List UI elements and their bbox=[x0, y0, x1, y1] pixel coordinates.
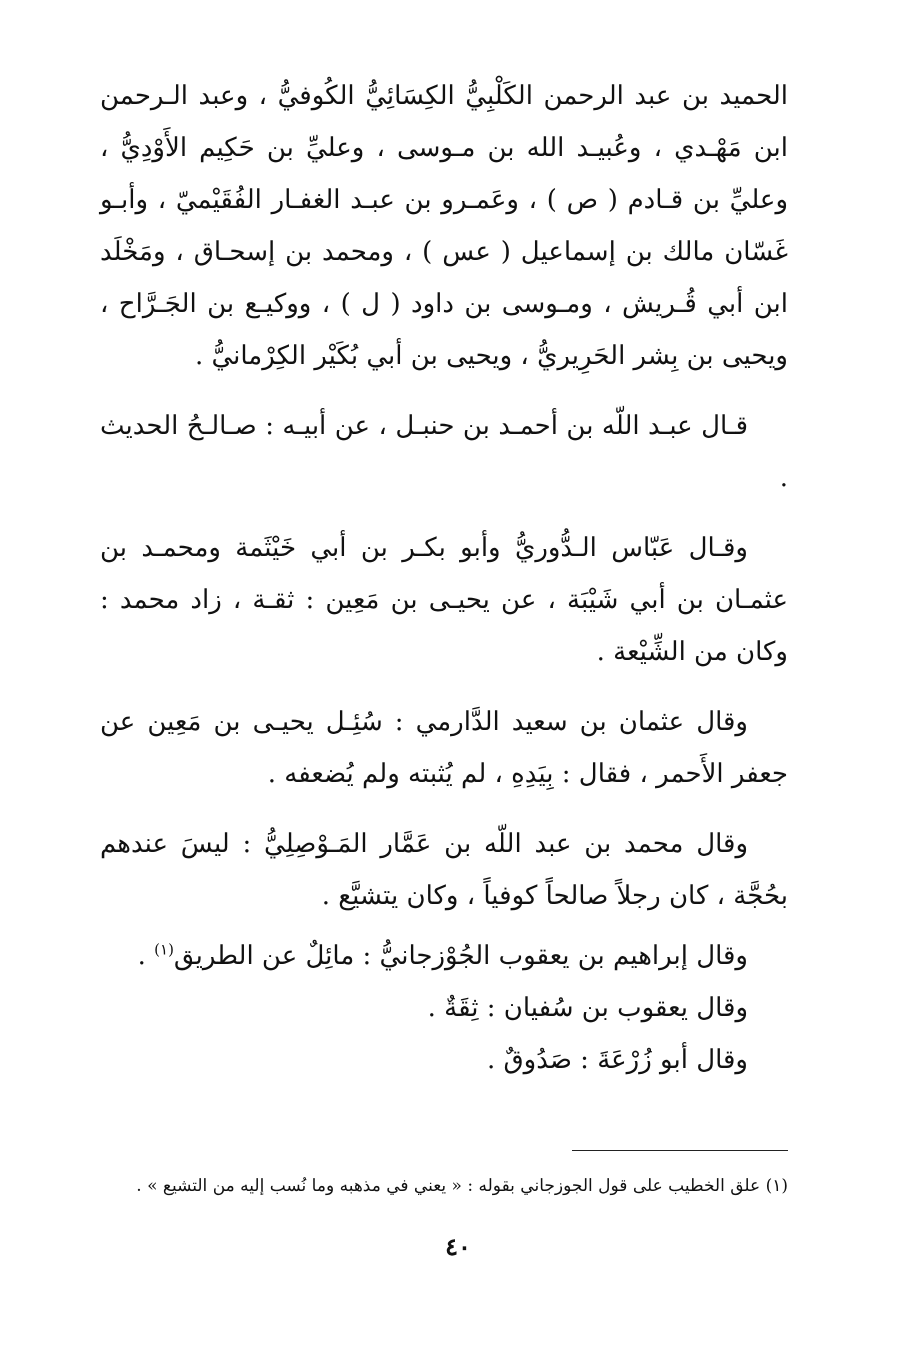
paragraph-yaqub-ibn-sufyan: وقال يعقوب بن سُفيان : ثِقَةٌ . bbox=[427, 993, 748, 1023]
paragraph-al-juzajani-text: وقال إبراهيم بن يعقوب الجُوْزجانيُّ : مائِلٌ عن الطريق bbox=[173, 941, 748, 971]
paragraph-ahmad-ibn-hanbal: قـال عبـد اللّه بن أحمـد بن حنبـل ، عن أبيـه : صـالـحُ الحديث . bbox=[100, 411, 788, 493]
page-number: ٤٠ bbox=[445, 1232, 471, 1261]
paragraph-al-juzajani bbox=[100, 930, 788, 982]
paragraph-narrators-list: الحميد بن عبد الرحمن الكَلْبِيُّ الكِسَائِيُّ الكُوفيُّ ، وعبد الـرحمن ابن مَهْـدي ، وعُبيـد الله بن مـوسى ، وعليِّ بن حَكِيم الأَوْدِيُّ ، وعليِّ بن قـادم ( ص ) ، وعَمـرو بن عبـد الغفـار الفُقَيْميّ ، وأبـو غَسّان مالك بن إسماعيل ( عس ) ، ومحمد بن إسحـاق ، ومَخْلَد ابن أبي قُـريش ، ومـوسى بن داود ( ل ) ، ووكيـع بن الجَـرَّاح ، ويحيى بن بِشر الحَرِيريُّ ، ويحيى بن أبي بُكَيْر الكِرْمانيُّ . bbox=[100, 81, 788, 371]
paragraph-uthman-al-darimi: وقال عثمان بن سعيد الدَّارمي : سُئِـل يحيـى بن مَعِين عن جعفر الأَحمر ، فقال : بِيَدِهِ ، لم يُثبته ولم يُضعفه . bbox=[100, 707, 788, 789]
main-text bbox=[100, 70, 788, 1086]
footnote-divider bbox=[572, 1150, 788, 1151]
paragraph-ibn-ammar: وقال محمد بن عبد اللّه بن عَمَّار المَـوْصِلِيُّ : ليسَ عندهم بحُجَّة ، كان رجلاً صالحاً كوفياً ، وكان يتشيَّع . bbox=[100, 829, 788, 911]
footnote-reference: (١) bbox=[154, 940, 174, 959]
paragraph-abu-zura: وقال أبو زُرْعَةَ : صَدُوقٌ . bbox=[486, 1045, 748, 1075]
footnote: (١) علق الخطيب على قول الجوزجاني بقوله : « يعني في مذهبه وما نُسب إليه من التشيع » . bbox=[136, 1176, 788, 1196]
paragraph-al-juzajani-end: . bbox=[137, 941, 155, 971]
paragraph-abbas-al-duri: وقـال عَبّاس الـدُّوريُّ وأبو بكـر بن أبي خَيْثَمة ومحمـد بن عثمـان بن أبي شَيْبَة ، عن يحيـى بن مَعِين : ثقـة ، زاد محمد : وكان من الشِّيْعة . bbox=[100, 533, 788, 667]
